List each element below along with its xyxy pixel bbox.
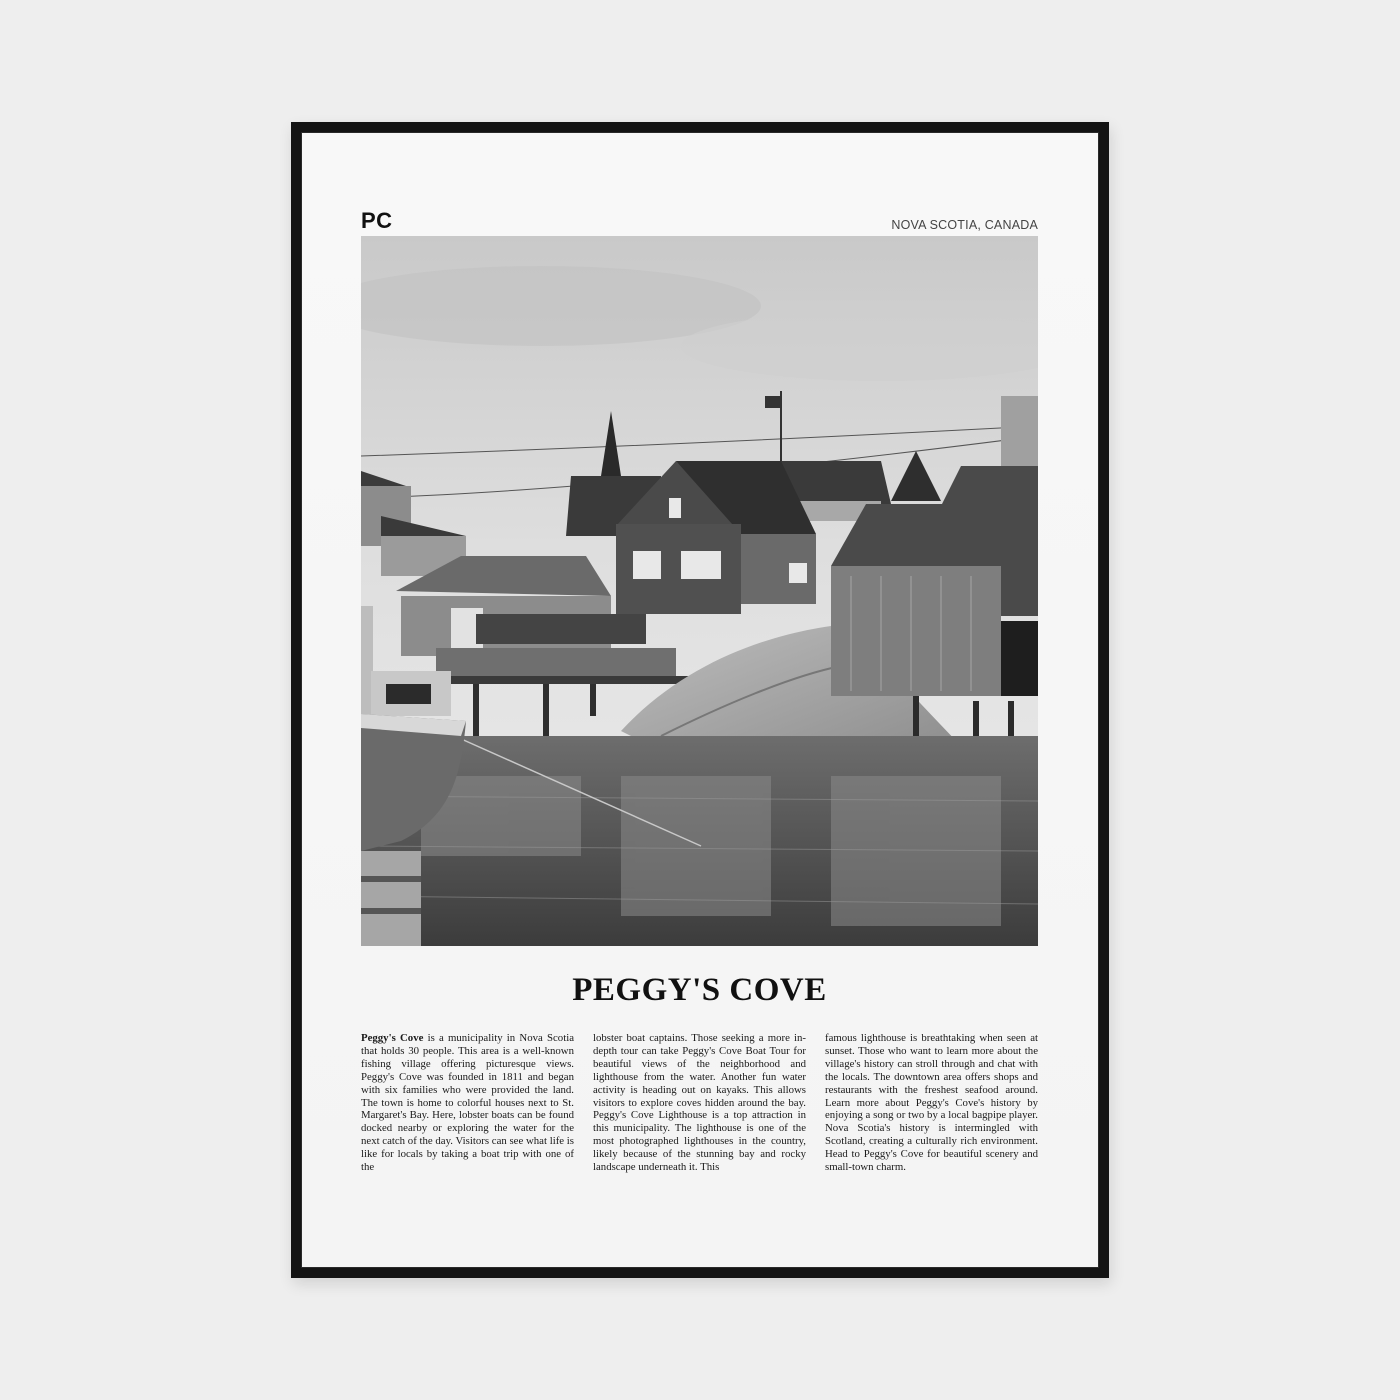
description-column-1	[361, 1032, 574, 1174]
description-text-1: is a municipality in Nova Scotia that holds 30 people. This area is a well-known fishing village offering picturesque views. Peggy's Cove was founded in 1811 and began with six families who were provided the land. The town is home to colorful houses next to St. Margaret's Bay. Here, lobster boats can be found docked nearby or exploring the water for the next catch of the day. Visitors can see what life is like for locals by taking a boat trip with one of the	[361, 1032, 574, 1174]
poster-photo	[361, 236, 1038, 946]
description-text-3: famous lighthouse is breathtaking when seen at sunset. Those who want to learn more about the village's history can stroll through and chat with the locals. The downtown area offers shops and restaurants with the freshest seafood around. Learn more about Peggy's Cove's history by enjoying a song or two by a local bagpipe player. Nova Scotia's history is intermingled with Scotland, creating a culturally rich environment. Head to Peggy's Cove for beautiful scenery and small-town charm.	[825, 1032, 1038, 1174]
poster-title: PEGGY'S COVE	[572, 972, 827, 1008]
poster-abbreviation: PC	[361, 208, 393, 233]
description-lead: Peggy's Cove	[361, 1032, 424, 1044]
poster-region: NOVA SCOTIA, CANADA	[891, 218, 1038, 232]
description-text-2: lobster boat captains. Those seeking a more in-depth tour can take Peggy's Cove Boat Tour for beautiful views of the neighborhood and lighthouse from the water. Another fun water activity is heading out on kayaks. This allows visitors to explore coves hidden around the bay. Peggy's Cove Lighthouse is a top attraction in this municipality. The lighthouse is one of the most photographed lighthouses in the country, likely because of the stunning bay and rocky landscape underneath it. This	[593, 1032, 806, 1174]
description-column-3	[825, 1032, 1038, 1174]
poster-description	[361, 1032, 1038, 1174]
description-column-2	[593, 1032, 806, 1174]
